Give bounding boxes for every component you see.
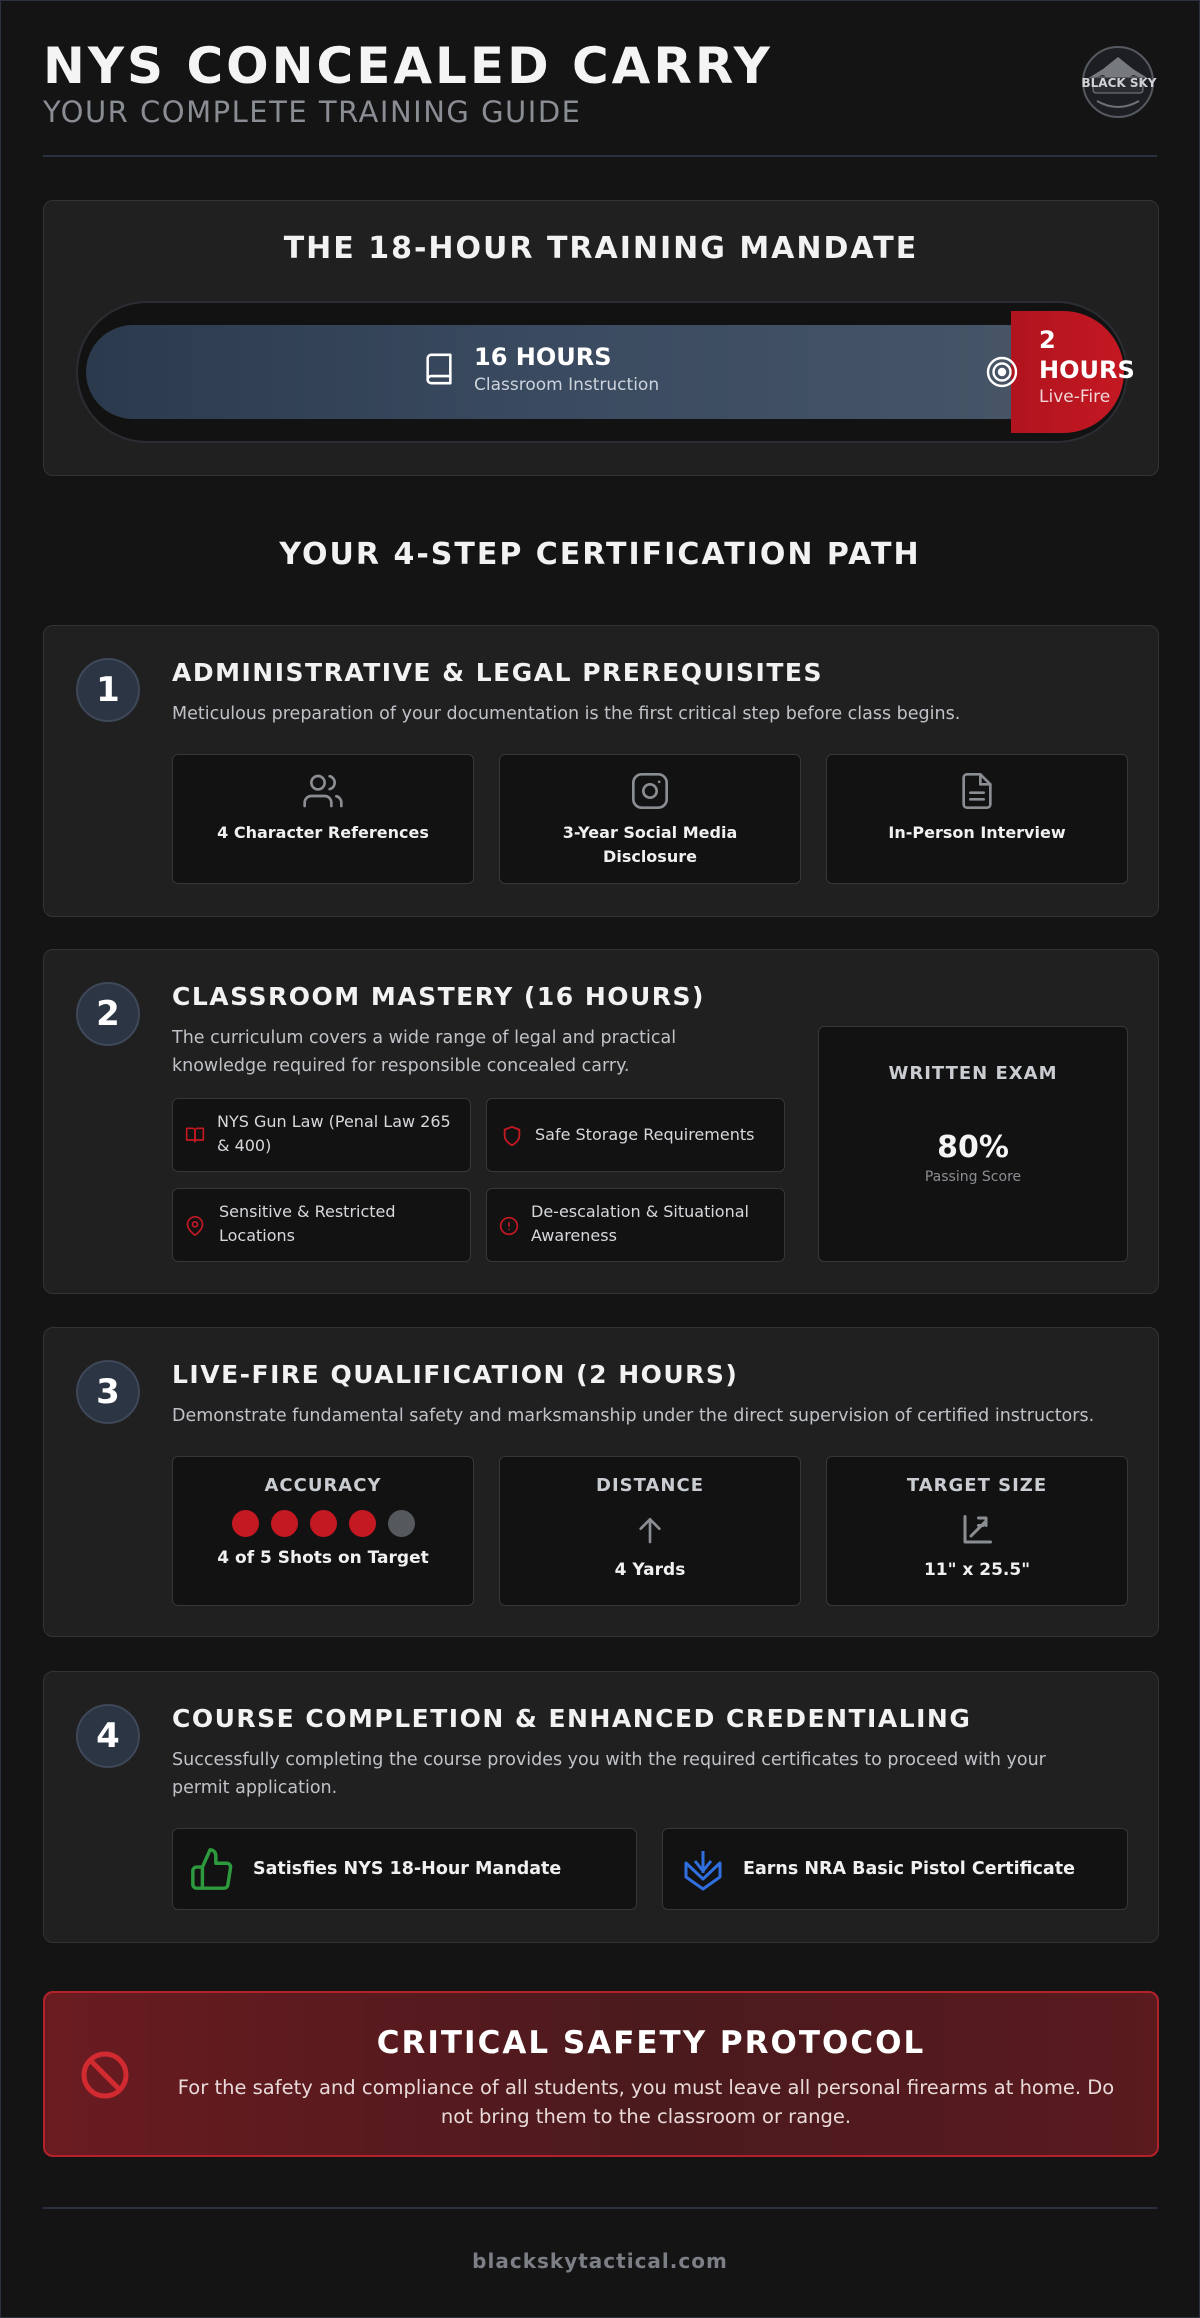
page-subtitle: YOUR COMPLETE TRAINING GUIDE xyxy=(43,95,582,129)
map-pin-icon xyxy=(185,1214,205,1238)
step-desc: Demonstrate fundamental safety and marksmanship under the direct supervision of certified instructors. xyxy=(172,1406,1095,1426)
badge-label: Earns NRA Basic Pistol Certificate xyxy=(743,1859,1075,1879)
step-3-card xyxy=(43,1327,1159,1637)
topic-label: Sensitive & Restricted Locations xyxy=(219,1202,396,1245)
credential-badge xyxy=(172,1828,637,1910)
shot-hit-dot xyxy=(271,1510,298,1537)
badge-label: Satisfies NYS 18-Hour Mandate xyxy=(253,1859,562,1879)
step-desc: The curriculum covers a wide range of legal and practical knowledge required for responsible concealed carry. xyxy=(172,1028,677,1076)
topic-item xyxy=(486,1098,785,1172)
step-title: COURSE COMPLETION & ENHANCED CREDENTIALING xyxy=(172,1704,972,1733)
prereq-label: 4 Character References xyxy=(217,823,429,842)
stat-value: 4 of 5 Shots on Target xyxy=(217,1548,429,1568)
hours-bar xyxy=(76,301,1135,443)
step-number: 2 xyxy=(76,982,140,1046)
path-heading: YOUR 4-STEP CERTIFICATION PATH xyxy=(279,537,921,572)
step-desc: Successfully completing the course provides you with the required certificates to proceed with your permit application. xyxy=(172,1750,1046,1798)
livefire-hours-word: HOURS xyxy=(1039,356,1135,384)
safety-title: CRITICAL SAFETY PROTOCOL xyxy=(376,2025,926,2061)
exam-label: WRITTEN EXAM xyxy=(888,1063,1058,1084)
prereq-item xyxy=(172,754,474,884)
step-number: 3 xyxy=(76,1360,140,1424)
mandate-heading: THE 18-HOUR TRAINING MANDATE xyxy=(283,231,919,266)
stat-head: TARGET SIZE xyxy=(906,1475,1048,1496)
users-icon xyxy=(302,771,344,811)
step-title: ADMINISTRATIVE & LEGAL PREREQUISITES xyxy=(172,658,823,687)
book-icon xyxy=(185,1125,205,1145)
accuracy-box xyxy=(172,1456,474,1606)
prereq-label: In-Person Interview xyxy=(888,823,1066,842)
shot-dots xyxy=(226,1510,421,1538)
topic-item xyxy=(172,1098,471,1172)
shield-icon xyxy=(501,1124,523,1148)
arrow-up-icon xyxy=(634,1514,666,1546)
step-2-card xyxy=(43,949,1159,1294)
document-icon xyxy=(957,771,997,811)
topic-item xyxy=(172,1188,471,1262)
step-number: 1 xyxy=(76,658,140,722)
instagram-icon xyxy=(630,771,670,811)
book-icon xyxy=(422,349,456,389)
classroom-label: Classroom Instruction xyxy=(474,375,660,395)
topic-label: Safe Storage Requirements xyxy=(535,1125,755,1144)
target-size-icon xyxy=(959,1512,995,1548)
exam-score-label: Passing Score xyxy=(924,1169,1022,1185)
target-icon xyxy=(985,355,1019,389)
shot-hit-dot xyxy=(349,1510,376,1537)
shot-miss-dot xyxy=(388,1510,415,1537)
thumbs-up-icon xyxy=(189,1845,235,1893)
target-size-box xyxy=(826,1456,1128,1606)
footer-url[interactable]: blackskytactical.com xyxy=(472,2249,728,2273)
stat-head: ACCURACY xyxy=(264,1475,382,1496)
stat-head: DISTANCE xyxy=(596,1475,704,1496)
step-1-card xyxy=(43,625,1159,917)
stat-value: 11" x 25.5" xyxy=(923,1560,1031,1580)
safety-banner xyxy=(43,1991,1159,2157)
shot-hit-dot xyxy=(310,1510,337,1537)
classroom-hours: 16 HOURS xyxy=(474,343,612,371)
logo-text xyxy=(1079,73,1159,93)
distance-box xyxy=(499,1456,801,1606)
prereq-item xyxy=(826,754,1128,884)
step-number: 4 xyxy=(76,1704,140,1768)
step-title: CLASSROOM MASTERY (16 HOURS) xyxy=(172,982,705,1011)
step-title: LIVE-FIRE QUALIFICATION (2 HOURS) xyxy=(172,1360,739,1389)
topic-label: De-escalation & Situational Awareness xyxy=(531,1202,749,1245)
nra-icon xyxy=(683,1849,723,1891)
alert-icon xyxy=(499,1216,519,1236)
step-desc: Meticulous preparation of your documentation is the first critical step before class begins. xyxy=(172,704,961,724)
livefire-segment xyxy=(1011,311,1135,433)
svg-text:BLACK SKY: BLACK SKY xyxy=(1081,76,1157,90)
prohibited-icon xyxy=(79,2049,131,2101)
prereq-label: 3-Year Social Media Disclosure xyxy=(562,823,738,866)
stat-value: 4 Yards xyxy=(614,1560,686,1580)
topic-label: NYS Gun Law (Penal Law 265 & 400) xyxy=(217,1112,451,1155)
footer-divider xyxy=(43,2207,1157,2209)
topic-item xyxy=(486,1188,785,1262)
header xyxy=(43,37,1157,157)
livefire-hours-num: 2 xyxy=(1039,326,1056,354)
step-4-card xyxy=(43,1671,1159,1943)
exam-score: 80% xyxy=(937,1130,1009,1165)
mandate-card xyxy=(43,200,1159,476)
credential-badge xyxy=(662,1828,1128,1910)
classroom-segment xyxy=(86,325,1011,419)
page-title: NYS CONCEALED CARRY xyxy=(43,37,773,95)
livefire-label: Live-Fire xyxy=(1039,387,1111,407)
prereq-item xyxy=(499,754,801,884)
shot-hit-dot xyxy=(232,1510,259,1537)
written-exam-box xyxy=(818,1026,1128,1262)
safety-text: For the safety and compliance of all students, you must leave all personal firearms at home. Do not bring them to the classroom or range. xyxy=(177,2076,1115,2128)
